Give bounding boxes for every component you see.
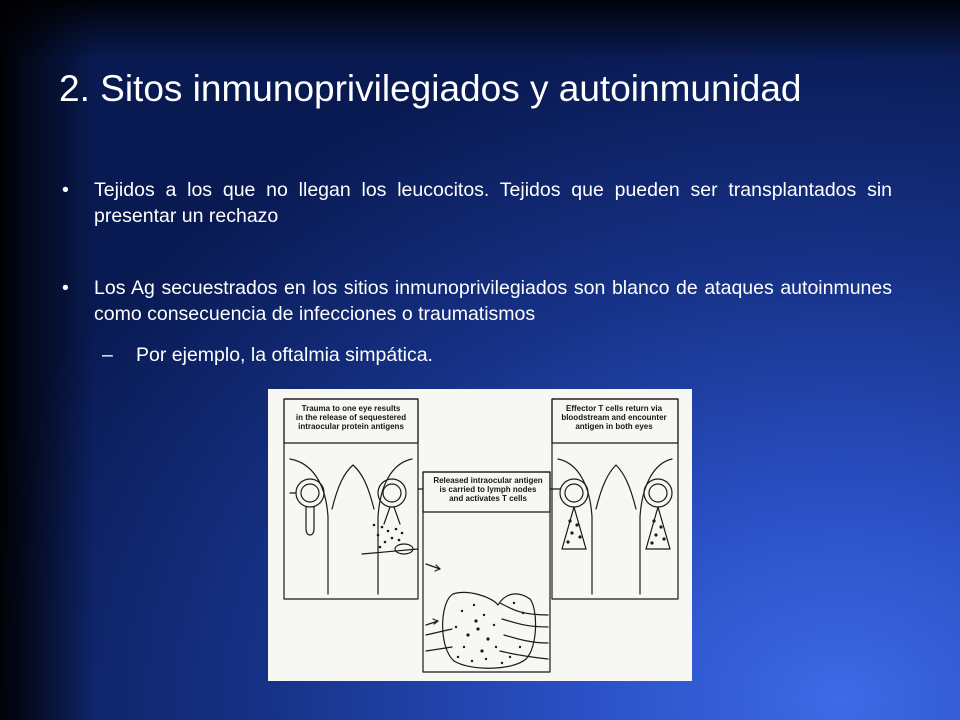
lymph-node-cells xyxy=(455,602,524,664)
bullet-item xyxy=(62,177,892,229)
lymph-node-drawing xyxy=(426,592,548,668)
figure-caption-trauma: Trauma to one eye results in the release of sequestered intraocular protein antigens xyxy=(295,404,407,431)
slide-title: 2. Sitos inmunoprivilegiados y autoinmunidad xyxy=(59,68,802,109)
sympathetic-ophthalmia-figure xyxy=(268,389,692,681)
sub-bullet-marker: – xyxy=(102,344,113,366)
sub-bullet-item xyxy=(102,342,433,368)
left-eyes-drawing xyxy=(290,459,418,594)
figure-drawing xyxy=(268,389,692,681)
figure-caption-lymph-node: Released intraocular antigen is carried to lymph nodes and activates T cells xyxy=(433,476,543,503)
figure-caption-effector-t-cells: Effector T cells return via bloodstream and encounter antigen in both eyes xyxy=(561,404,667,431)
right-eyes-drawing xyxy=(558,459,672,594)
sub-bullet-text: Por ejemplo, la oftalmia simpática. xyxy=(136,344,433,366)
bullet-text: Tejidos a los que no llegan los leucocitos. Tejidos que pueden ser transplantados sin presentar un rechazo xyxy=(94,179,892,227)
bullet-marker: • xyxy=(62,179,69,201)
bullet-marker: • xyxy=(62,277,69,299)
flow-arrows xyxy=(426,564,440,625)
bullet-item xyxy=(62,275,892,327)
bullet-text: Los Ag secuestrados en los sitios inmunoprivilegiados son blanco de ataques autoinmunes como consecuencia de infecciones o traumatismos xyxy=(94,277,892,325)
